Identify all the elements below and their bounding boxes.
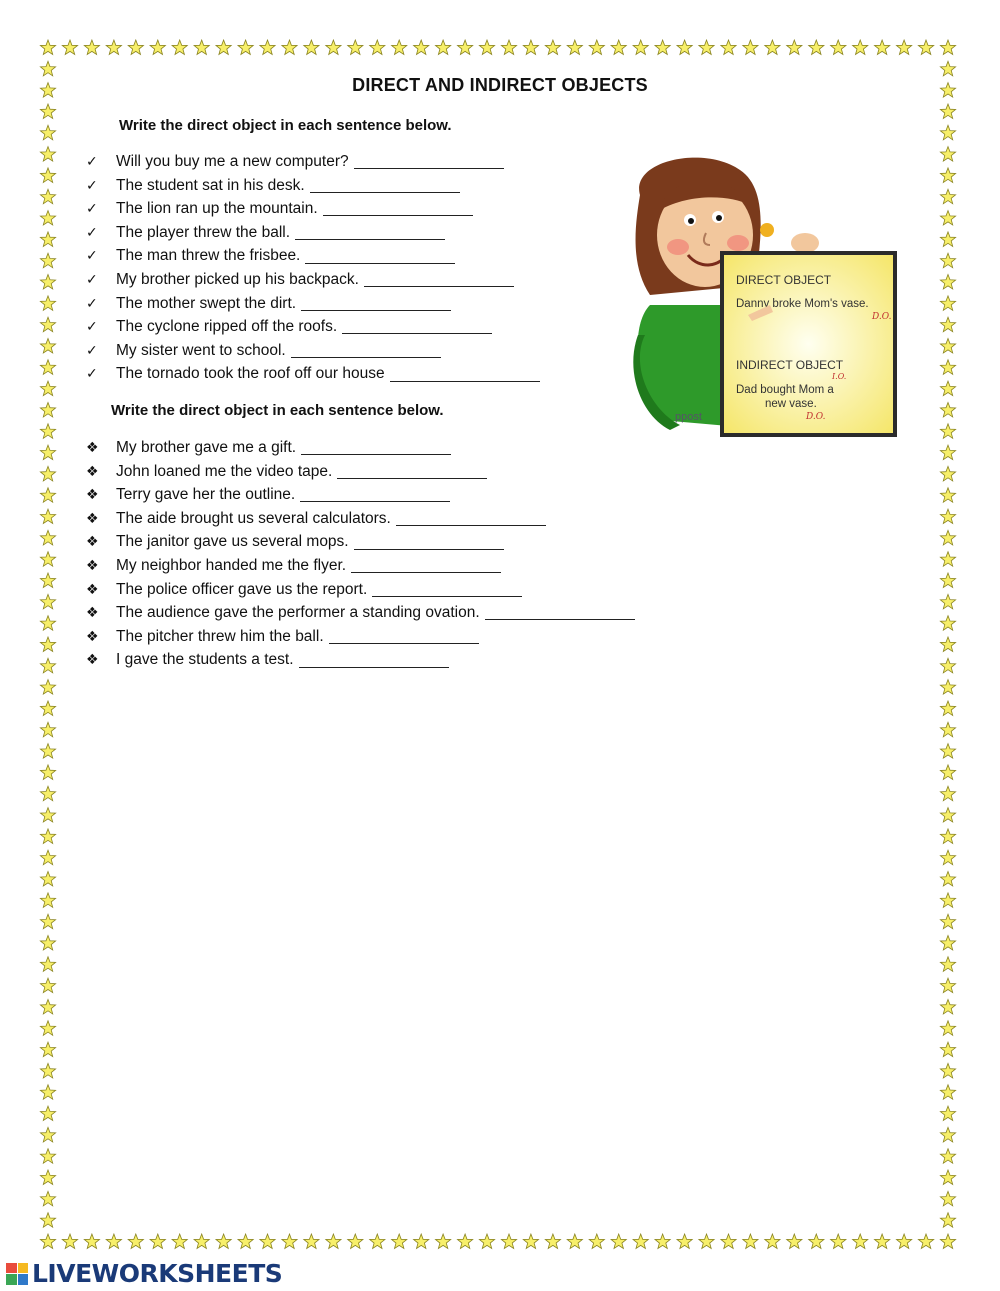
- star-icon: [940, 1042, 955, 1057]
- diamond-bullet-icon: ❖: [86, 486, 99, 503]
- star-icon: [545, 1234, 560, 1249]
- direct-item: [86, 150, 540, 174]
- star-icon: [787, 40, 802, 55]
- star-icon: [40, 466, 55, 481]
- star-icon: [940, 211, 955, 225]
- star-icon: [940, 850, 955, 865]
- star-icon: [567, 40, 582, 55]
- star-icon: [40, 125, 55, 140]
- diamond-bullet-icon: ❖: [86, 651, 99, 668]
- star-icon: [501, 40, 516, 55]
- sign-sentence-indirect-b: new vase.: [765, 398, 817, 410]
- answer-blank[interactable]: [310, 178, 460, 193]
- star-icon: [853, 1234, 868, 1249]
- liveworksheets-logo-icon: [6, 1263, 28, 1285]
- star-icon: [940, 872, 955, 887]
- star-icon: [940, 360, 955, 375]
- star-icon: [765, 1234, 780, 1249]
- footer-brand: [6, 1259, 282, 1288]
- star-icon: [40, 445, 55, 460]
- star-icon: [370, 1234, 385, 1249]
- diamond-bullet-icon: ❖: [86, 509, 99, 526]
- answer-blank[interactable]: [396, 511, 546, 526]
- star-icon: [940, 339, 955, 354]
- star-icon: [940, 786, 955, 800]
- answer-blank[interactable]: [301, 296, 451, 311]
- indirect-sentence: John loaned me the video tape.: [116, 462, 333, 480]
- star-icon: [940, 552, 955, 567]
- star-icon: [40, 424, 55, 439]
- star-icon: [940, 1063, 955, 1078]
- star-icon: [940, 936, 955, 951]
- page-title: DIRECT AND INDIRECT OBJECTS: [352, 75, 648, 95]
- star-icon: [567, 1234, 582, 1249]
- star-icon: [40, 573, 55, 588]
- direct-sentence: The player threw the ball.: [116, 223, 291, 241]
- star-icon: [940, 125, 955, 140]
- star-icon: [150, 40, 165, 55]
- answer-blank[interactable]: [364, 272, 514, 287]
- checkmark-icon: ✓: [86, 270, 98, 287]
- star-icon: [62, 40, 77, 55]
- star-icon: [216, 1234, 231, 1249]
- direct-item: [86, 197, 540, 221]
- answer-blank[interactable]: [300, 487, 450, 502]
- star-icon: [633, 40, 648, 55]
- star-icon: [743, 40, 758, 55]
- indirect-sentence: My brother gave me a gift.: [116, 439, 297, 456]
- star-icon: [458, 1234, 473, 1249]
- star-icon: [106, 40, 121, 55]
- star-icon: [940, 403, 955, 417]
- indirect-item: [86, 601, 635, 625]
- checkmark-icon: ✓: [86, 223, 98, 240]
- indirect-sentence: The janitor gave us several mops.: [116, 533, 349, 551]
- star-icon: [40, 211, 55, 225]
- direct-item: [86, 244, 540, 268]
- star-icon: [40, 744, 55, 759]
- star-icon: [40, 701, 55, 715]
- star-icon: [633, 1234, 648, 1249]
- star-icon: [545, 40, 560, 55]
- diamond-bullet-icon: ❖: [86, 533, 99, 550]
- section2-instruction: Write the direct object in each sentence below.: [111, 402, 444, 419]
- checkmark-icon: ✓: [86, 294, 98, 311]
- diamond-bullet-icon: ❖: [86, 462, 99, 479]
- answer-blank[interactable]: [351, 558, 501, 573]
- star-icon: [40, 1063, 55, 1078]
- star-icon: [40, 403, 55, 417]
- star-icon: [940, 893, 955, 907]
- star-icon: [940, 658, 955, 673]
- star-icon: [940, 530, 955, 545]
- star-icon: [699, 1234, 714, 1249]
- star-icon: [940, 744, 955, 759]
- star-icon: [216, 40, 231, 55]
- star-icon: [479, 1234, 494, 1249]
- star-icon: [238, 40, 253, 55]
- star-icon: [940, 573, 955, 588]
- star-icon: [40, 808, 55, 822]
- footer-brand-text: LIVEWORKSHEETS: [32, 1259, 283, 1288]
- star-icon: [40, 296, 55, 310]
- star-icon: [40, 957, 55, 972]
- sign-mark-do-2: D.O.: [806, 412, 826, 422]
- checkmark-icon: ✓: [86, 153, 98, 169]
- star-icon: [128, 1234, 143, 1249]
- star-icon: [40, 275, 55, 290]
- direct-item: [86, 221, 540, 245]
- direct-sentence: My sister went to school.: [116, 341, 286, 359]
- star-icon: [370, 40, 385, 55]
- star-icon: [326, 40, 341, 55]
- star-icon: [721, 40, 736, 55]
- star-icon: [501, 1234, 516, 1249]
- star-icon: [414, 1234, 429, 1249]
- star-icon: [940, 232, 955, 247]
- indirect-sentence: The pitcher threw him the ball.: [116, 627, 324, 645]
- star-icon: [940, 40, 955, 55]
- indirect-object-list: [86, 436, 635, 672]
- sign-sentence-indirect-a: Dad bought Mom a: [736, 384, 834, 396]
- star-icon: [40, 168, 55, 183]
- checkmark-icon: ✓: [86, 365, 98, 382]
- direct-item: [86, 292, 540, 316]
- star-icon: [918, 1234, 933, 1249]
- star-icon: [40, 488, 55, 502]
- illustration-credit: ppost: [675, 411, 702, 423]
- star-icon: [40, 147, 55, 162]
- indirect-sentence: The police officer gave us the report.: [116, 580, 368, 598]
- sign-heading-indirect: INDIRECT OBJECT: [736, 358, 844, 372]
- star-icon: [40, 1170, 55, 1185]
- star-icon: [940, 1085, 955, 1099]
- teacher-illustration: [610, 155, 905, 440]
- star-icon: [940, 445, 955, 460]
- answer-blank[interactable]: [354, 535, 504, 550]
- star-icon: [940, 722, 955, 737]
- star-icon: [40, 552, 55, 567]
- star-icon: [940, 296, 955, 310]
- checkmark-icon: ✓: [86, 318, 98, 335]
- star-icon: [940, 1127, 955, 1142]
- star-icon: [436, 1234, 451, 1249]
- star-icon: [128, 40, 143, 55]
- star-icon: [260, 1234, 275, 1249]
- star-icon: [40, 1127, 55, 1142]
- star-icon: [940, 829, 955, 844]
- sign-sentence-direct: Danny broke Mom's vase.: [736, 298, 869, 310]
- star-icon: [523, 40, 538, 55]
- direct-item: [86, 174, 540, 198]
- star-icon: [40, 104, 55, 118]
- star-icon: [940, 680, 955, 695]
- star-icon: [897, 1234, 912, 1249]
- star-icon: [40, 530, 55, 545]
- star-icon: [940, 637, 955, 652]
- star-icon: [918, 40, 933, 55]
- indirect-item: [86, 530, 635, 554]
- star-icon: [40, 339, 55, 354]
- star-icon: [611, 40, 626, 55]
- sign-mark-io: I.O.: [832, 372, 847, 381]
- star-icon: [940, 1149, 955, 1164]
- star-icon: [172, 1234, 187, 1249]
- star-icon: [809, 1234, 824, 1249]
- star-icon: [831, 1234, 846, 1249]
- checkmark-icon: ✓: [86, 341, 98, 358]
- star-icon: [40, 786, 55, 800]
- star-icon: [940, 594, 955, 608]
- answer-blank[interactable]: [390, 367, 540, 382]
- star-icon: [940, 466, 955, 481]
- star-icon: [655, 40, 670, 55]
- star-icon: [40, 936, 55, 951]
- star-icon: [523, 1234, 538, 1249]
- star-icon: [940, 147, 955, 162]
- indirect-item: [86, 507, 635, 531]
- direct-item: [86, 339, 540, 363]
- star-icon: [940, 1234, 955, 1249]
- sign-mark-do: D.O.: [872, 312, 892, 322]
- star-icon: [940, 1191, 955, 1205]
- star-icon: [194, 1234, 209, 1249]
- star-icon: [40, 40, 55, 55]
- star-icon: [392, 40, 407, 55]
- star-icon: [875, 1234, 890, 1249]
- indirect-item: [86, 460, 635, 484]
- star-icon: [40, 616, 55, 631]
- star-icon: [40, 1191, 55, 1205]
- star-icon: [40, 317, 55, 332]
- star-icon: [40, 1042, 55, 1057]
- star-icon: [743, 1234, 758, 1249]
- direct-object-list: [86, 150, 540, 386]
- star-icon: [40, 360, 55, 375]
- star-icon: [40, 978, 55, 993]
- star-icon: [40, 189, 55, 203]
- star-icon: [40, 658, 55, 673]
- star-icon: [831, 40, 846, 55]
- star-icon: [940, 61, 955, 76]
- star-icon: [940, 701, 955, 715]
- star-icon: [655, 1234, 670, 1249]
- star-icon: [677, 1234, 692, 1249]
- star-icon: [940, 1106, 955, 1120]
- indirect-item: [86, 625, 635, 649]
- star-icon: [40, 1106, 55, 1120]
- answer-blank[interactable]: [342, 319, 492, 334]
- star-icon: [721, 1234, 736, 1249]
- star-icon: [40, 1021, 55, 1036]
- indirect-sentence: My neighbor handed me the flyer.: [116, 556, 347, 574]
- indirect-sentence: The aide brought us several calculators.: [116, 509, 391, 527]
- checkmark-icon: ✓: [86, 247, 98, 264]
- star-icon: [940, 381, 955, 396]
- star-icon: [940, 1000, 955, 1014]
- star-icon: [84, 1234, 99, 1249]
- star-icon: [392, 1234, 407, 1249]
- direct-item: [86, 268, 540, 292]
- indirect-sentence: The audience gave the performer a standing ovation.: [116, 604, 480, 622]
- direct-sentence: The man threw the frisbee.: [116, 247, 301, 265]
- star-icon: [940, 765, 955, 780]
- star-icon: [940, 1170, 955, 1185]
- indirect-item: [86, 554, 635, 578]
- star-icon: [40, 872, 55, 887]
- answer-blank[interactable]: [305, 249, 455, 264]
- star-icon: [304, 40, 319, 55]
- sign-heading-direct: DIRECT OBJECT: [736, 273, 832, 287]
- direct-sentence: The mother swept the dirt.: [116, 294, 297, 312]
- star-icon: [940, 978, 955, 993]
- answer-blank[interactable]: [372, 582, 522, 597]
- star-icon: [40, 637, 55, 652]
- star-icon: [40, 1085, 55, 1099]
- checkmark-icon: ✓: [86, 200, 98, 217]
- star-icon: [40, 1000, 55, 1014]
- indirect-item: [86, 648, 635, 672]
- answer-blank[interactable]: [291, 343, 441, 358]
- star-icon: [150, 1234, 165, 1249]
- indirect-sentence: I gave the students a test.: [116, 651, 294, 669]
- answer-blank[interactable]: [301, 440, 451, 455]
- direct-sentence: Will you buy me a new computer?: [116, 153, 349, 170]
- star-icon: [611, 1234, 626, 1249]
- star-icon: [40, 680, 55, 695]
- answer-blank[interactable]: [299, 653, 449, 668]
- answer-blank[interactable]: [329, 629, 479, 644]
- direct-sentence: My brother picked up his backpack.: [116, 270, 359, 288]
- diamond-bullet-icon: ❖: [86, 604, 99, 621]
- diamond-bullet-icon: ❖: [86, 439, 99, 455]
- star-icon: [809, 40, 824, 55]
- star-icon: [479, 40, 494, 55]
- direct-sentence: The student sat in his desk.: [116, 176, 305, 194]
- star-icon: [897, 40, 912, 55]
- star-icon: [940, 317, 955, 332]
- diamond-bullet-icon: ❖: [86, 627, 99, 644]
- star-icon: [677, 40, 692, 55]
- direct-sentence: The cyclone ripped off the roofs.: [116, 318, 338, 336]
- star-icon: [940, 509, 955, 523]
- star-icon: [853, 40, 868, 55]
- star-icon: [304, 1234, 319, 1249]
- star-icon: [940, 1021, 955, 1036]
- direct-item: [86, 362, 540, 386]
- star-icon: [40, 765, 55, 780]
- diamond-bullet-icon: ❖: [86, 580, 99, 597]
- answer-blank[interactable]: [323, 201, 473, 216]
- star-icon: [238, 1234, 253, 1249]
- answer-blank[interactable]: [485, 605, 635, 620]
- indirect-item: [86, 436, 635, 460]
- star-icon: [40, 253, 55, 268]
- star-icon: [40, 1213, 55, 1228]
- star-icon: [940, 168, 955, 183]
- star-icon: [940, 104, 955, 118]
- star-icon: [282, 1234, 297, 1249]
- star-icon: [40, 509, 55, 523]
- indirect-item: [86, 483, 635, 507]
- star-icon: [282, 40, 297, 55]
- star-icon: [940, 808, 955, 822]
- answer-blank[interactable]: [337, 464, 487, 479]
- star-icon: [348, 40, 363, 55]
- star-icon: [84, 40, 99, 55]
- star-icon: [589, 1234, 604, 1249]
- star-icon: [40, 914, 55, 929]
- star-icon: [40, 1234, 55, 1249]
- star-icon: [940, 914, 955, 929]
- star-icon: [40, 722, 55, 737]
- star-icon: [787, 1234, 802, 1249]
- section1-instruction: Write the direct object in each sentence below.: [119, 117, 452, 134]
- star-icon: [40, 61, 55, 76]
- star-icon: [940, 957, 955, 972]
- star-icon: [40, 829, 55, 844]
- star-icon: [940, 275, 955, 290]
- star-icon: [875, 40, 890, 55]
- star-icon: [40, 893, 55, 907]
- star-icon: [414, 40, 429, 55]
- star-icon: [260, 40, 275, 55]
- indirect-sentence: Terry gave her the outline.: [116, 486, 296, 504]
- star-icon: [40, 1149, 55, 1164]
- direct-sentence: The tornado took the roof off our house: [116, 365, 385, 383]
- star-icon: [436, 40, 451, 55]
- star-icon: [62, 1234, 77, 1249]
- star-icon: [940, 1213, 955, 1228]
- star-icon: [940, 189, 955, 203]
- star-icon: [348, 1234, 363, 1249]
- star-icon: [589, 40, 604, 55]
- star-icon: [940, 424, 955, 439]
- star-icon: [699, 40, 714, 55]
- answer-blank[interactable]: [354, 154, 504, 169]
- star-icon: [194, 40, 209, 55]
- star-icon: [326, 1234, 341, 1249]
- star-icon: [940, 616, 955, 631]
- direct-item: [86, 315, 540, 339]
- star-icon: [765, 40, 780, 55]
- star-icon: [40, 594, 55, 608]
- star-icon: [40, 232, 55, 247]
- checkmark-icon: ✓: [86, 176, 98, 193]
- diamond-bullet-icon: ❖: [86, 556, 99, 573]
- star-icon: [940, 488, 955, 502]
- star-icon: [172, 40, 187, 55]
- star-icon: [40, 381, 55, 396]
- star-icon: [940, 253, 955, 268]
- star-icon: [106, 1234, 121, 1249]
- indirect-item: [86, 578, 635, 602]
- star-icon: [40, 850, 55, 865]
- answer-blank[interactable]: [295, 225, 445, 240]
- star-icon: [458, 40, 473, 55]
- direct-sentence: The lion ran up the mountain.: [116, 200, 318, 218]
